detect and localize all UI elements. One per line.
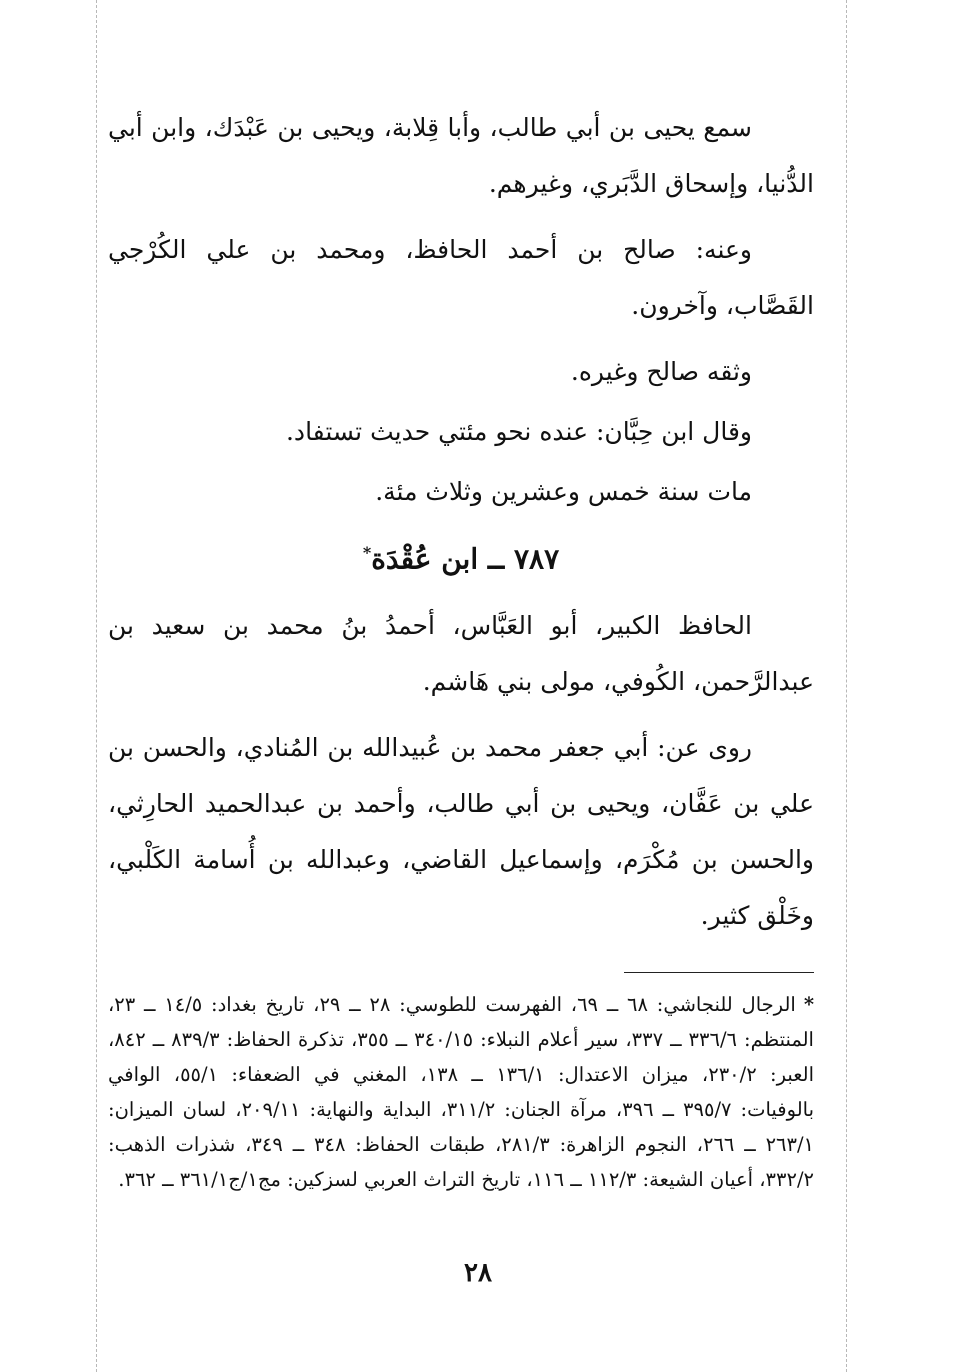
paragraph-death: مات سنة خمس وعشرين وثلاث مئة. bbox=[375, 477, 752, 506]
entry-heading-footnote-mark: * bbox=[362, 543, 372, 562]
footnote-marker: * bbox=[803, 993, 815, 1017]
paragraph-narrated-from: روى عن: أبي جعفر محمد بن عُبيدالله بن المُنادي، والحسن بن علي بن عَفَّان، ويحيى بن أبي طالب، وأحمد بن عبدالحميد الحارِثي، والحسن بن مُكْرَم، وإسماعيل القاضي، وعبدالله بن أُسامة الكَلْبي، وخَلْق كثير. bbox=[108, 733, 814, 931]
paragraph-biography: الحافظ الكبير، أبو العَبَّاس، أحمدُ بنُ محمد بن سعيد بن عبدالرَّحمن، الكُوفي، مولى بني هَاشم. bbox=[108, 611, 814, 697]
book-page bbox=[108, 100, 814, 1197]
paragraph-ibn-hibban: وقال ابن حِبَّان: عنده نحو مئتي حديث تستفاد. bbox=[285, 417, 752, 446]
paragraph-heard-from: سمع يحيى بن أبي طالب، وأبا قِلابة، ويحيى بن عَبْدَك، وابن أبي الدُّنيا، وإسحاق الدَّبَري، وغيرهم. bbox=[108, 113, 814, 198]
entry-heading-title: ٧٨٧ ــ ابن عُقْدَة bbox=[371, 542, 560, 576]
footnote-separator bbox=[624, 972, 814, 973]
scan-edge-line-left bbox=[96, 0, 97, 1372]
footnote bbox=[108, 987, 814, 1197]
scan-edge-line-right bbox=[846, 0, 847, 1372]
entry-heading bbox=[108, 526, 814, 586]
page-number: ٢٨ bbox=[464, 1258, 492, 1288]
paragraph-reliability: وثقه صالح وغيره. bbox=[570, 357, 752, 386]
footnote-text: الرجال للنجاشي: ٦٨ ــ ٦٩، الفهرست للطوسي: ٢٨ ــ ٢٩، تاريخ بغداد: ١٤/٥ ــ ٢٣، المنتظم: ٣٣٦/٦ ــ ٣٣٧، سير أعلام النبلاء: ٣٤٠/١٥ ــ ٣٥٥، تذكرة الحفاظ: ٨٣٩/٣ ــ ٨٤٢، العبر: ٢٣٠/٢، ميزان الاعتدال: ١٣٦/١ ــ ١٣٨، المغني في الضعفاء: ٥٥/١، الوافي بالوفيات: ٣٩٥/٧ ــ ٣٩٦، مرآة الجنان: ٣١١/٢، البداية والنهاية: ٢٠٩/١١، لسان الميزان: ٢٦٣/١ ــ ٢٦٦، النجوم الزاهرة: ٢٨١/٣، طبقات الحفاظ: ٣٤٨ ــ ٣٤٩، شذرات الذهب: ٣٣٢/٢، أعيان الشيعة: ١١٢/٣ ــ ١١٦، تاريخ التراث العربي لسزكين: مج١/ج٣٦١/١ ــ ٣٦٢. bbox=[108, 993, 815, 1192]
paragraph-narrated-by: وعنه: صالح بن أحمد الحافظ، ومحمد بن علي الكُرْجي القَصَّاب، وآخرون. bbox=[108, 235, 814, 320]
